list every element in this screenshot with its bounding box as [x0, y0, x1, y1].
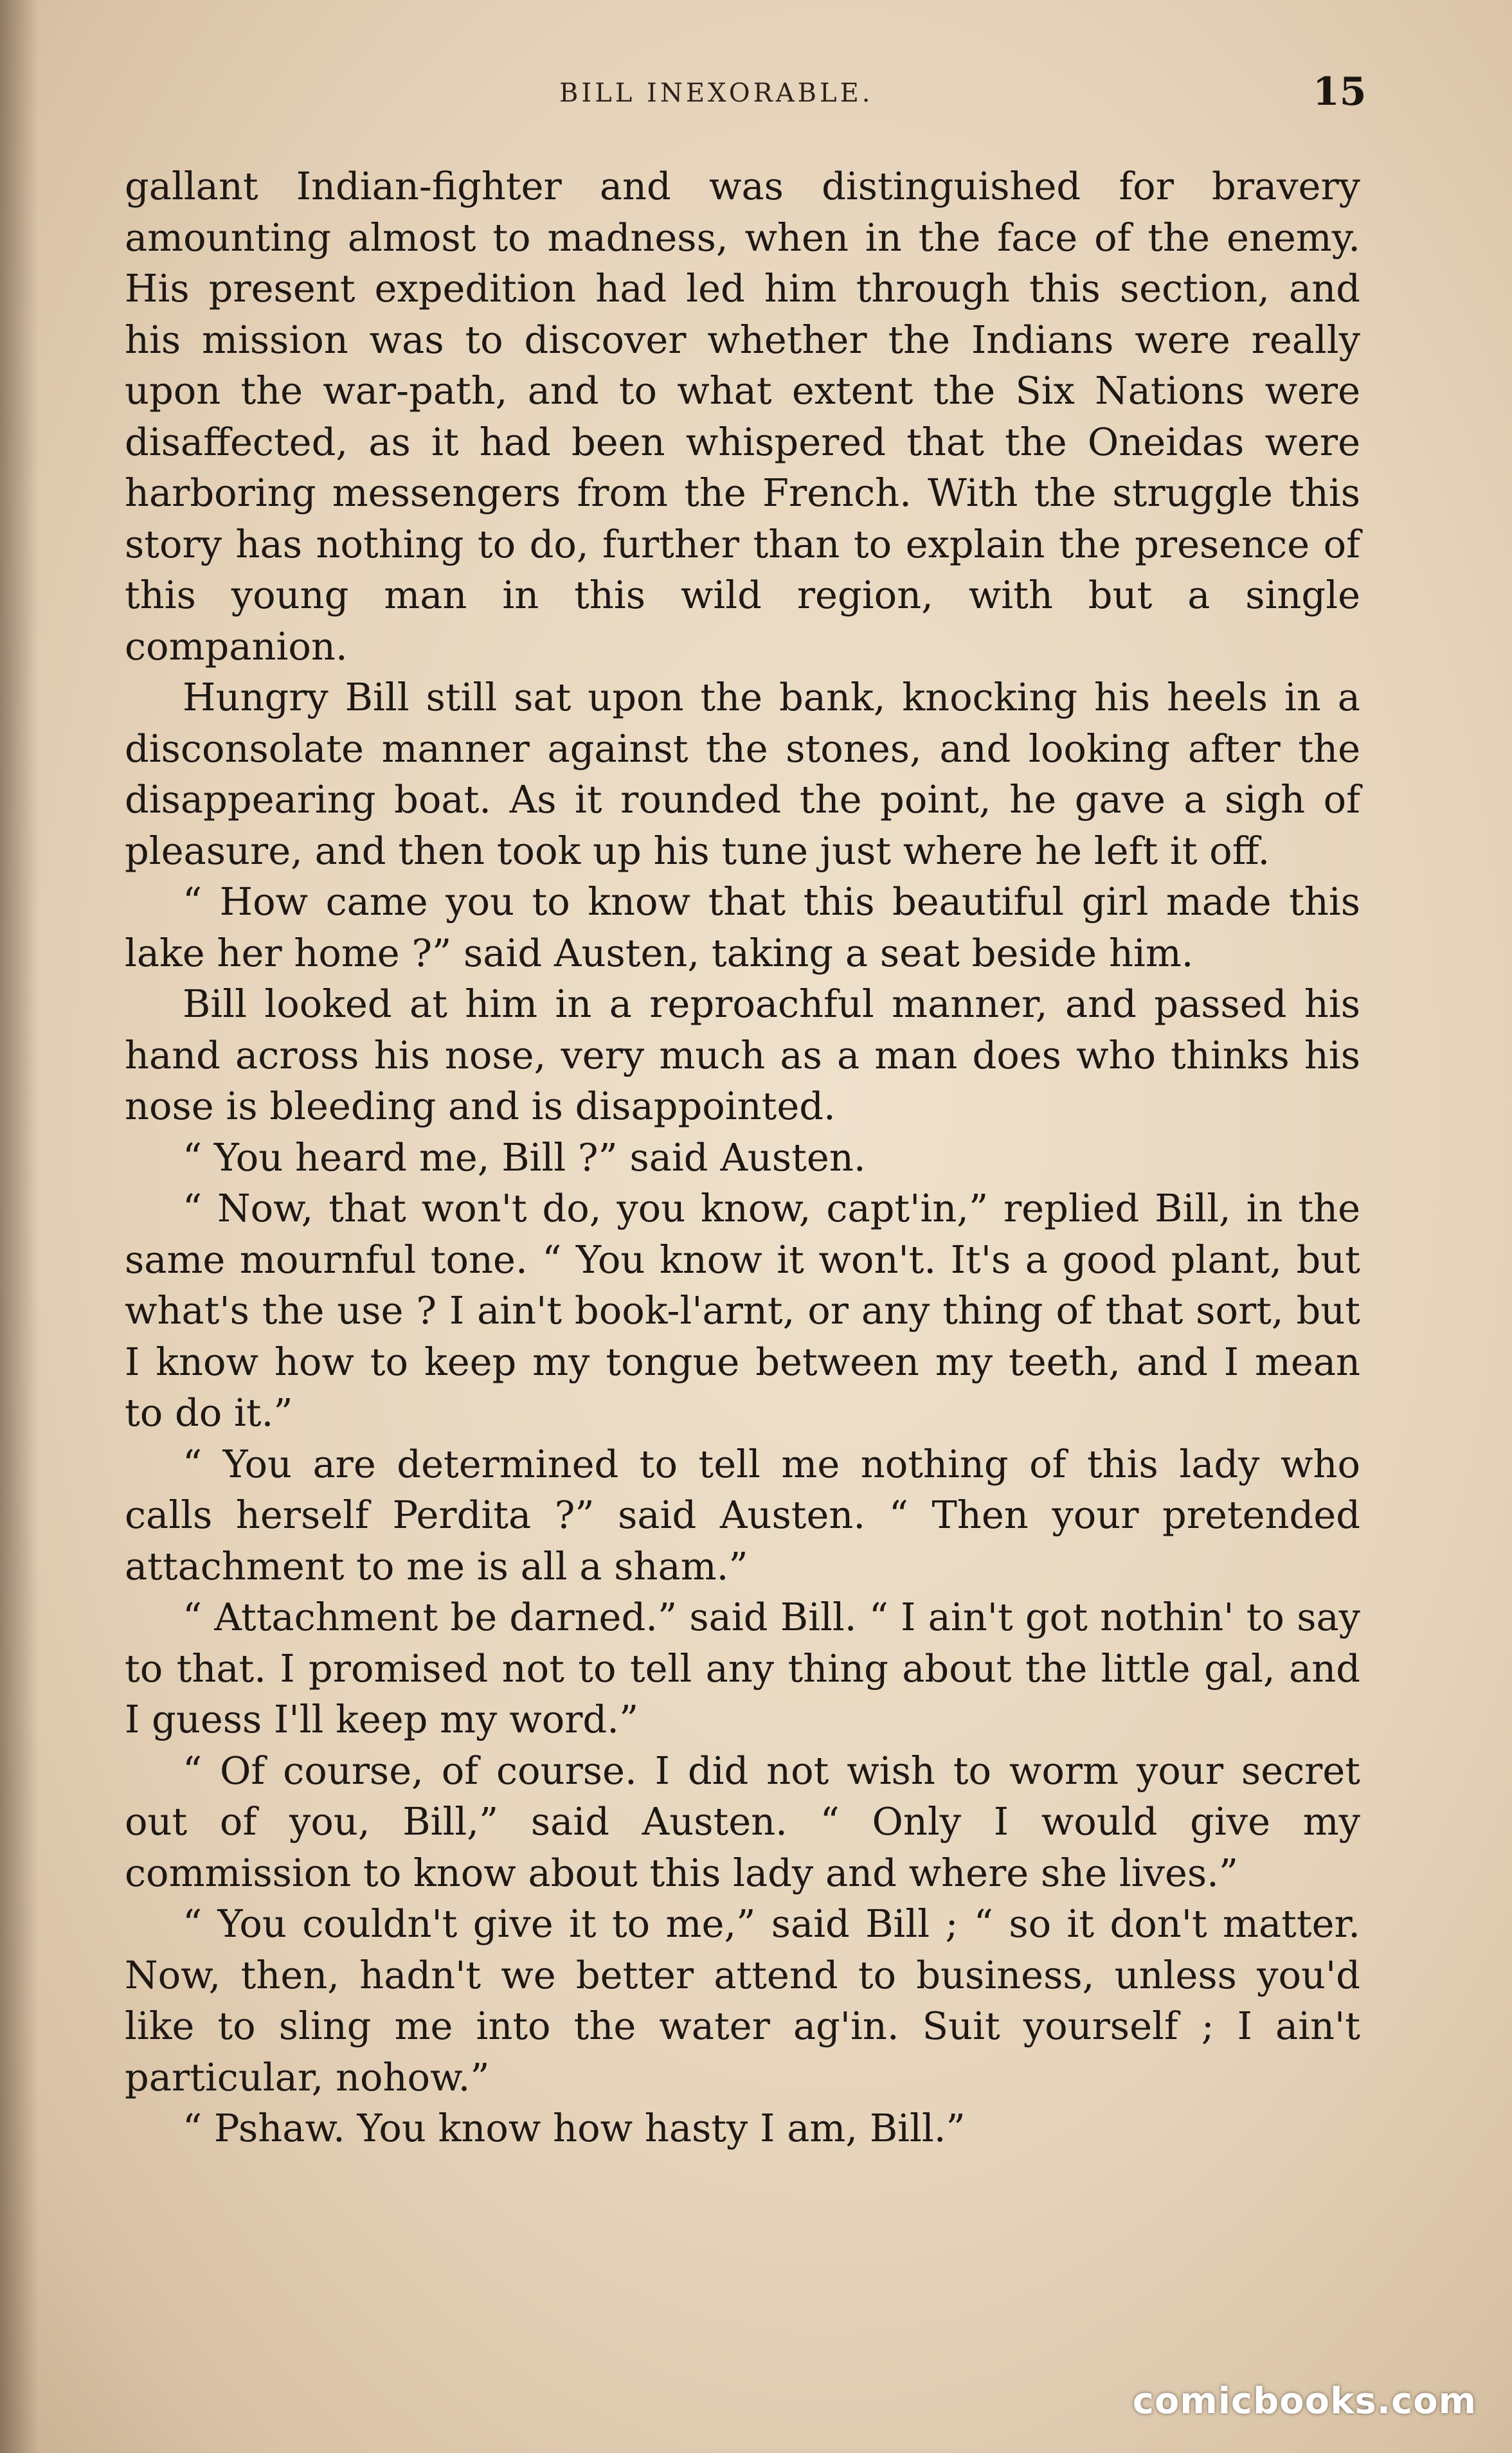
running-head-title: BILL INEXORABLE. [559, 78, 874, 108]
paragraph: “ Now, that won't do, you know, capt'in,” replied Bill, in the same mournful tone. “ You know it won't. It's a good plant, but what's the use ? I ain't book-l'arnt, or any thing of that sort, but I know how to keep my tongue between my teeth, and I mean to do it.” [125, 1186, 1360, 1435]
paragraph: “ How came you to know that this beautiful girl made this lake her home ?” said Austen, taking a seat beside him. [125, 879, 1360, 975]
page-number: 15 [1313, 69, 1367, 114]
paragraph: “ You heard me, Bill ?” said Austen. [183, 1135, 866, 1180]
paragraph: Bill looked at him in a reproachful manner, and passed his hand across his nose, very much as a man does who thinks his nose is bleeding and is disappointed. [125, 982, 1360, 1128]
paragraph: “ Of course, of course. I did not wish to worm your secret out of you, Bill,” said Austen. “ Only I would give my commission to know about this lady and where she lives.” [125, 1748, 1360, 1895]
paragraph: Hungry Bill still sat upon the bank, knocking his heels in a disconsolate manner against the stones, and looking after the disappearing boat. As it rounded the point, he gave a sigh of pleasure, and then took up his tune just where he left it off. [125, 675, 1360, 873]
running-head [0, 69, 1512, 127]
paragraph: “ You are determined to tell me nothing of this lady who calls herself Perdita ?” said Austen. “ Then your pretended attachment to me is all a sham.” [125, 1441, 1360, 1588]
paragraph: gallant Indian-fighter and was distinguished for bravery amounting almost to madness, when in the face of the enemy. His present expedition had led him through this section, and his mission was to discover whether the Indians were really upon the war-path, and to what extent the Six Nations were disaffected, as it had been whispered that the Oneidas were harboring messengers from the French. With the struggle this story has nothing to do, further than to explain the presence of this young man in this wild region, with but a single companion. [125, 164, 1360, 669]
watermark: comicbooks.com [1132, 2380, 1477, 2422]
paragraph: “ Attachment be darned.” said Bill. “ I ain't got nothin' to say to that. I promised not to tell any thing about the little gal, and I guess I'll keep my word.” [125, 1595, 1360, 1741]
paragraph: “ You couldn't give it to me,” said Bill ; “ so it don't matter. Now, then, hadn't we better attend to business, unless you'd like to sling me into the water ag'in. Suit yourself ; I ain't particular, nohow.” [125, 1901, 1360, 2099]
body-text [125, 161, 1360, 2154]
paragraph: “ Pshaw. You know how hasty I am, Bill.” [183, 2106, 966, 2150]
page-edge-shadow [0, 0, 39, 2453]
